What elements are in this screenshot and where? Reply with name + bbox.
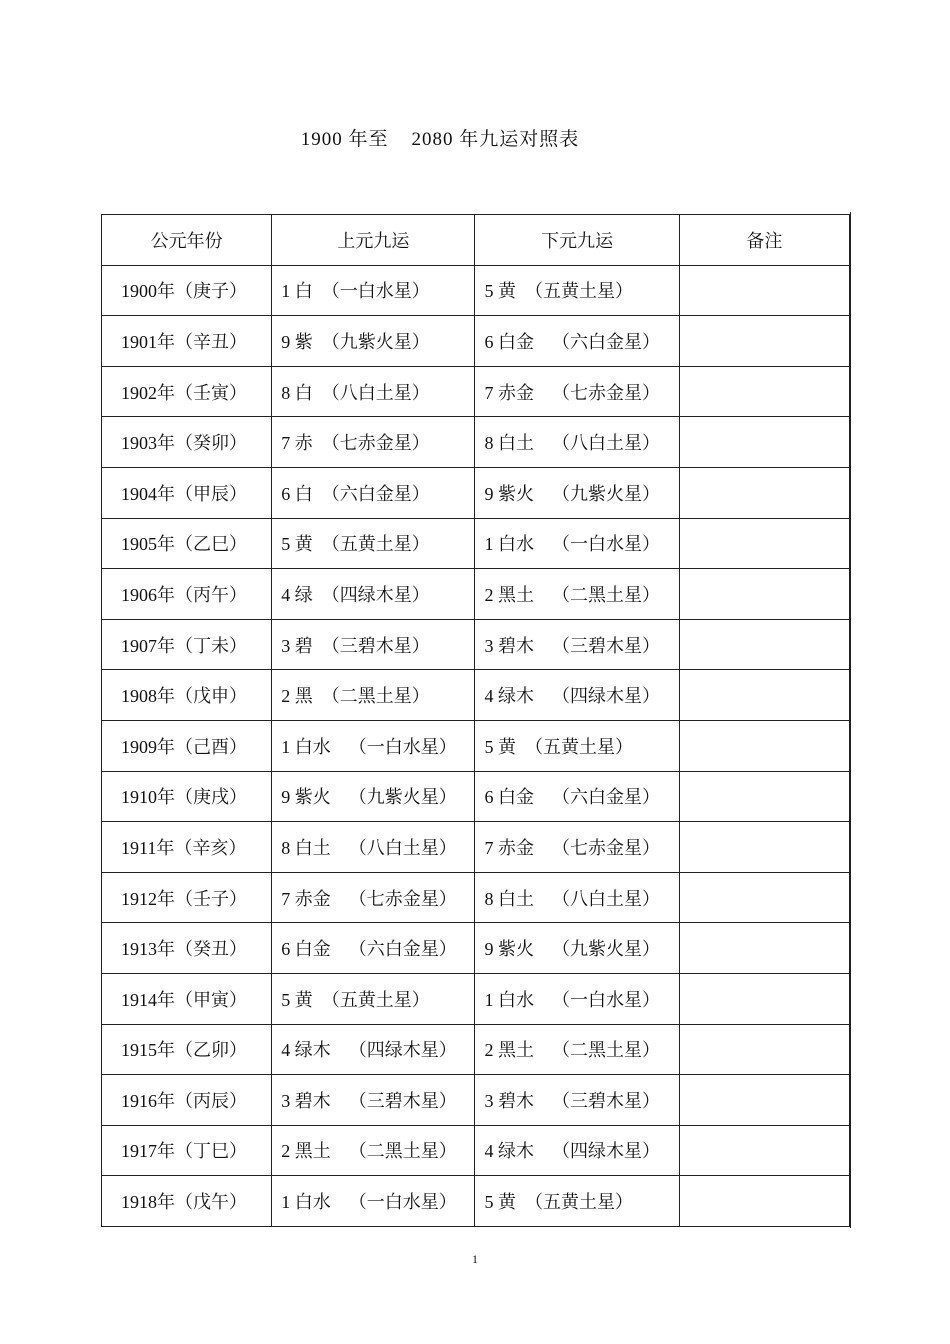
table-row: [102, 973, 850, 1024]
table-row: [102, 1125, 850, 1176]
table-row: [102, 467, 850, 518]
cell-year: 1917年（丁巳）: [102, 1125, 272, 1176]
cell-note: [679, 872, 849, 923]
cell-note: [679, 973, 849, 1024]
cell-lower-cycle: 6 白金 （六白金星）: [475, 771, 679, 822]
cell-lower-cycle: 9 紫火 （九紫火星）: [475, 923, 679, 974]
cell-lower-cycle: 1 白水 （一白水星）: [475, 518, 679, 569]
table-row: [102, 619, 850, 670]
cell-upper-cycle: 9 紫火 （九紫火星）: [272, 771, 475, 822]
cell-note: [679, 366, 849, 417]
cell-upper-cycle: 8 白 （八白土星）: [272, 366, 475, 417]
table-row: [102, 366, 850, 417]
cell-upper-cycle: 2 黑 （二黑土星）: [272, 670, 475, 721]
cell-year: 1908年（戊申）: [102, 670, 272, 721]
cell-upper-cycle: 6 白 （六白金星）: [272, 467, 475, 518]
table-body: [102, 265, 850, 1226]
table-row: [102, 316, 850, 367]
cell-note: [679, 1125, 849, 1176]
cell-lower-cycle: 7 赤金 （七赤金星）: [475, 366, 679, 417]
cell-lower-cycle: 4 绿木 （四绿木星）: [475, 670, 679, 721]
cell-lower-cycle: 4 绿木 （四绿木星）: [475, 1125, 679, 1176]
cell-lower-cycle: 8 白土 （八白土星）: [475, 417, 679, 468]
cell-note: [679, 569, 849, 620]
cell-upper-cycle: 5 黄 （五黄土星）: [272, 518, 475, 569]
cell-note: [679, 1176, 849, 1227]
table-row: [102, 923, 850, 974]
cell-year: 1909年（己酉）: [102, 720, 272, 771]
cell-lower-cycle: 3 碧木 （三碧木星）: [475, 619, 679, 670]
cell-note: [679, 518, 849, 569]
cell-note: [679, 417, 849, 468]
header-note: 备注: [679, 215, 849, 266]
cell-upper-cycle: 7 赤 （七赤金星）: [272, 417, 475, 468]
cell-year: 1904年（甲辰）: [102, 467, 272, 518]
table-row: [102, 1176, 850, 1227]
cell-note: [679, 720, 849, 771]
table-edge-line: [850, 212, 851, 1228]
cell-upper-cycle: 1 白 （一白水星）: [272, 265, 475, 316]
table-row: [102, 1024, 850, 1075]
cell-lower-cycle: 9 紫火 （九紫火星）: [475, 467, 679, 518]
cell-note: [679, 265, 849, 316]
cell-lower-cycle: 6 白金 （六白金星）: [475, 316, 679, 367]
cell-note: [679, 923, 849, 974]
cell-lower-cycle: 8 白土 （八白土星）: [475, 872, 679, 923]
cell-year: 1902年（壬寅）: [102, 366, 272, 417]
cell-lower-cycle: 7 赤金 （七赤金星）: [475, 822, 679, 873]
cell-upper-cycle: 3 碧 （三碧木星）: [272, 619, 475, 670]
cell-upper-cycle: 4 绿 （四绿木星）: [272, 569, 475, 620]
header-lower-cycle: 下元九运: [475, 215, 679, 266]
table-row: [102, 822, 850, 873]
cell-upper-cycle: 5 黄 （五黄土星）: [272, 973, 475, 1024]
cell-year: 1911年（辛亥）: [102, 822, 272, 873]
cell-note: [679, 822, 849, 873]
cell-year: 1918年（戊午）: [102, 1176, 272, 1227]
cell-note: [679, 1024, 849, 1075]
cell-lower-cycle: 5 黄 （五黄土星）: [475, 265, 679, 316]
cell-upper-cycle: 2 黑土 （二黑土星）: [272, 1125, 475, 1176]
cell-year: 1900年（庚子）: [102, 265, 272, 316]
cell-year: 1905年（乙巳）: [102, 518, 272, 569]
table-row: [102, 872, 850, 923]
cell-year: 1913年（癸丑）: [102, 923, 272, 974]
cell-note: [679, 771, 849, 822]
cell-note: [679, 619, 849, 670]
cell-upper-cycle: 6 白金 （六白金星）: [272, 923, 475, 974]
cell-upper-cycle: 8 白土 （八白土星）: [272, 822, 475, 873]
cell-upper-cycle: 1 白水 （一白水星）: [272, 720, 475, 771]
cell-upper-cycle: 3 碧木 （三碧木星）: [272, 1075, 475, 1126]
cell-lower-cycle: 2 黑土 （二黑土星）: [475, 1024, 679, 1075]
cell-year: 1914年（甲寅）: [102, 973, 272, 1024]
table-row: [102, 720, 850, 771]
cell-lower-cycle: 5 黄 （五黄土星）: [475, 720, 679, 771]
cell-year: 1916年（丙辰）: [102, 1075, 272, 1126]
cell-note: [679, 1075, 849, 1126]
table-row: [102, 569, 850, 620]
cell-year: 1915年（乙卯）: [102, 1024, 272, 1075]
table-row: [102, 518, 850, 569]
header-upper-cycle: 上元九运: [272, 215, 475, 266]
cell-upper-cycle: 7 赤金 （七赤金星）: [272, 872, 475, 923]
table-row: [102, 265, 850, 316]
cell-year: 1912年（壬子）: [102, 872, 272, 923]
cell-year: 1901年（辛丑）: [102, 316, 272, 367]
cell-year: 1906年（丙午）: [102, 569, 272, 620]
table-row: [102, 1075, 850, 1126]
cell-upper-cycle: 1 白水 （一白水星）: [272, 1176, 475, 1227]
cell-note: [679, 316, 849, 367]
table-row: [102, 771, 850, 822]
cell-note: [679, 467, 849, 518]
table-row: [102, 670, 850, 721]
nine-cycle-table: [101, 214, 850, 1227]
page-title: 1900 年至 2080 年九运对照表: [300, 129, 580, 150]
cell-lower-cycle: 2 黑土 （二黑土星）: [475, 569, 679, 620]
cell-note: [679, 670, 849, 721]
header-year: 公元年份: [102, 215, 272, 266]
cell-year: 1910年（庚戌）: [102, 771, 272, 822]
table-row: [102, 417, 850, 468]
cell-lower-cycle: 5 黄 （五黄土星）: [475, 1176, 679, 1227]
table-header-row: [102, 215, 850, 266]
cell-upper-cycle: 4 绿木 （四绿木星）: [272, 1024, 475, 1075]
cell-year: 1907年（丁未）: [102, 619, 272, 670]
cell-lower-cycle: 3 碧木 （三碧木星）: [475, 1075, 679, 1126]
cell-lower-cycle: 1 白水 （一白水星）: [475, 973, 679, 1024]
cell-year: 1903年（癸卯）: [102, 417, 272, 468]
cell-upper-cycle: 9 紫 （九紫火星）: [272, 316, 475, 367]
page-number: 1: [472, 1252, 478, 1266]
